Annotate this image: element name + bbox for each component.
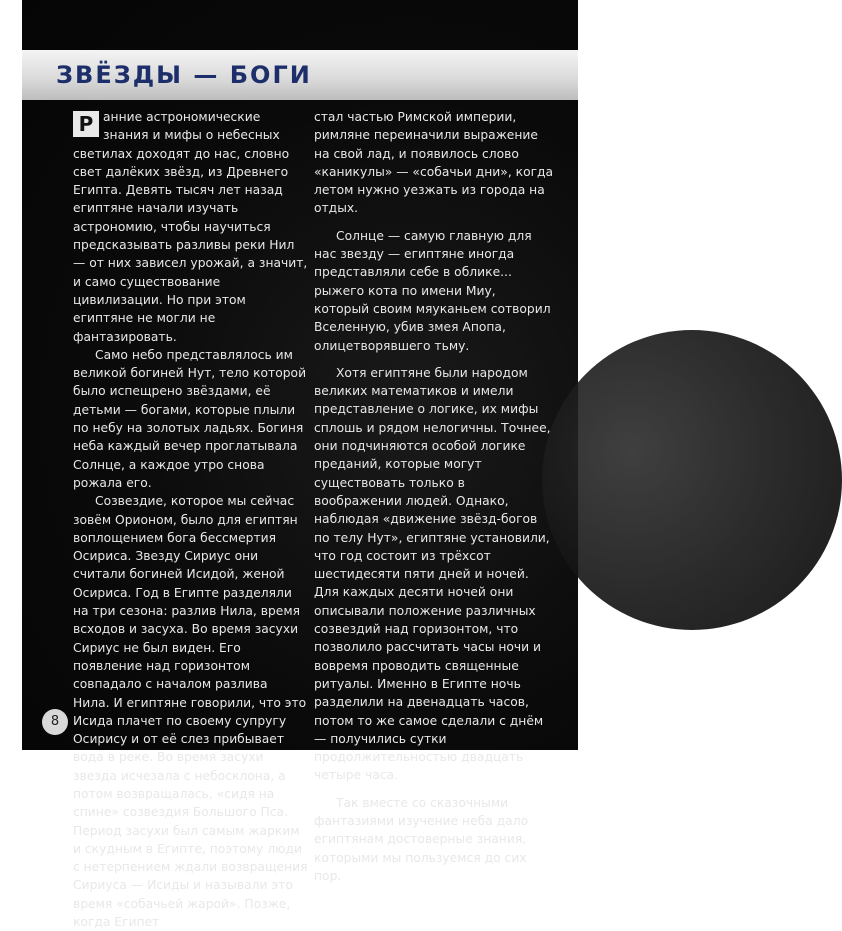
paragraph-2: Само небо представлялось им великой богиней Нут, тело которой было испещрено звёздами, её детьми — богами, которые плыли по небу на золотых ладьях. Богиня неба каждый вечер проглатывала Солнце, а каждое утро снова рожала его. <box>73 347 307 490</box>
page-title: ЗВЁЗДЫ — БОГИ <box>56 61 312 89</box>
drop-cap: Р <box>73 111 99 137</box>
paragraph-3: Созвездие, которое мы сейчас зовём Орионом, было для египтян воплощением бога бессмертия Осириса. Звезду Сириус они считали богиней Исидой, женой Осириса. Год в Египте разделяли на три сезона: разлив Нила, время всходов и засуха. Во время засухи Сириус не был виден. Его появление над горизонтом совпадало с началом разлива Нила. И египтяне говорили, что это Исида плачет по своему супругу Осирису и от её слез прибывает вода в реке. Во время засухи звезда исчезала с небосклона, а потом возвращалась, «сидя на спине» созвездия Большого Пса. Период засухи был самым жарким и скудным в Египте, поэтому люди с нетерпением ждали возвращения Сириуса — Исиды и называли это время «собачьей жарой». Позже, когда Египет <box>73 494 308 930</box>
paragraph-4: стал частью Римской империи, римляне переиначили выражение на свой лад, и появилось слово «каникулы» — «собачьи дни», когда летом нужно уезжать из города на отдых. <box>314 110 554 216</box>
paragraph-5: Солнце — самую главную для нас звезду — египтяне иногда представляли себе в облике... рыжего кота по имени Миу, который своим мяуканьем сотворил Вселенную, убив змея Апопа, олицетворявшего тьму. <box>314 228 551 353</box>
left-column <box>73 108 308 931</box>
title-bar <box>22 50 578 100</box>
paragraph-6: Хотя египтяне были народом великих математиков и имели представление о логике, их мифы сплошь и рядом нелогичны. Точнее, они подчиняются особой логике преданий, которые могут существовать только в воображении людей. Однако, наблюдая «движение звёзд-богов по телу Нут», египтяне установили, что год состоит из трёхсот шестидесяти пяти дней и ночей. Для каждых десяти ночей они описывали положение различных созвездий над горизонтом, что позволило рассчитать часы ночи и вовремя проводить священные ритуалы. Именно в Египте ночь разделили на двенадцать часов, потом то же самое сделали с днём — получились сутки продолжительностью двадцать четыре часа. <box>314 365 551 783</box>
paragraph-1 <box>73 108 308 346</box>
page-number: 8 <box>42 709 68 735</box>
paragraph-1-text: анние астрономические знания и мифы о небесных светилах доходят до нас, словно свет далёких звёзд, из Древнего Египта. Девять тысяч лет назад египтяне начали изучать астрономию, чтобы научиться предсказывать разливы реки Нил — от них зависел урожай, а значит, и само существование цивилизации. Но при этом египтяне не могли не фантазировать. <box>73 110 308 344</box>
page <box>22 0 578 930</box>
planet-background <box>542 330 842 630</box>
right-column <box>314 108 554 885</box>
paragraph-7: Так вместе со сказочными фантазиями изучение неба дало египтянам достоверные знания, которыми мы пользуемся до сих пор. <box>314 795 529 883</box>
